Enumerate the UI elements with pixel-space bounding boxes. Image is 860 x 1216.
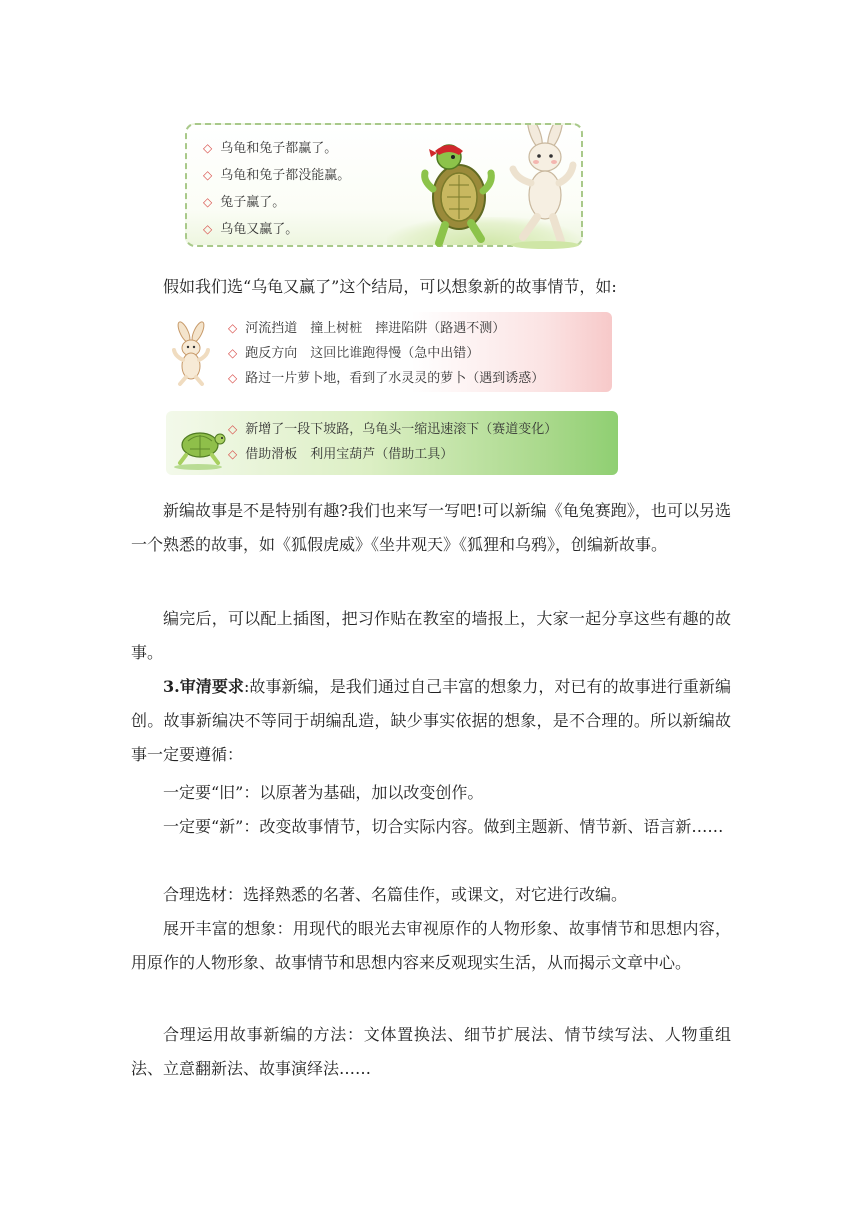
diamond-bullet-icon: ◇	[203, 168, 213, 182]
paragraph-old: 一定要“旧”：以原著为基础，加以改变创作。	[163, 783, 484, 802]
endings-list	[203, 135, 350, 243]
ending-item: ◇ 乌龟又赢了。	[203, 222, 299, 237]
ending-item: ◇ 乌龟和兔子都没能赢。	[203, 168, 351, 183]
paragraph-share: 编完后，可以配上插图，把习作贴在教室的墙报上，大家一起分享这些有趣的故事。	[131, 609, 731, 662]
diamond-bullet-icon: ◇	[203, 141, 213, 155]
diamond-bullet-icon: ◇	[228, 422, 238, 436]
plot-item: ◇ 河流挡道 撞上树桩 摔进陷阱（路遇不测）	[228, 321, 506, 336]
plot-item: ◇ 跑反方向 这回比谁跑得慢（急中出错）	[228, 346, 480, 361]
diamond-bullet-icon: ◇	[228, 346, 238, 360]
diamond-bullet-icon: ◇	[203, 222, 213, 236]
requirements-text: :故事新编，是我们通过自己丰富的想象力，对已有的故事进行重新编创。故事新编决不等同于胡编乱造，缺少事实依据的想象，是不合理的。所以新编故事一定要遵循：	[131, 677, 731, 764]
paragraph-methods: 合理运用故事新编的方法：文体置换法、细节扩展法、情节续写法、人物重组法、立意翻新法、故事演绎法……	[131, 1025, 731, 1078]
turtle-plot-box	[166, 411, 618, 475]
rabbit-plot-list	[228, 316, 544, 391]
intro-paragraph: 假如我们选“乌龟又赢了”这个结局，可以想象新的故事情节，如:	[163, 277, 617, 296]
paragraph-imagination: 展开丰富的想象：用现代的眼光去审视原作的人物形象、故事情节和思想内容，用原作的人物形象、故事情节和思想内容来反观现实生活，从而揭示文章中心。	[131, 919, 731, 972]
turtle-illustration-icon	[170, 417, 226, 471]
rabbit-plot-box	[166, 312, 612, 392]
plot-item: ◇ 借助滑板 利用宝葫芦（借助工具）	[228, 447, 454, 462]
plot-item: ◇ 路过一片萝卜地，看到了水灵灵的萝卜（遇到诱惑）	[228, 371, 545, 386]
requirements-label: 3.审清要求	[163, 677, 244, 696]
diamond-bullet-icon: ◇	[228, 321, 238, 335]
plot-item: ◇ 新增了一段下坡路，乌龟头一缩迅速滚下（赛道变化）	[228, 422, 558, 437]
ending-item: ◇ 兔子赢了。	[203, 195, 286, 210]
ending-item: ◇ 乌龟和兔子都赢了。	[203, 141, 338, 156]
diamond-bullet-icon: ◇	[228, 447, 238, 461]
paragraph-material: 合理选材：选择熟悉的名著、名篇佳作，或课文，对它进行改编。	[163, 885, 628, 904]
paragraph-new-story: 新编故事是不是特别有趣?我们也来写一写吧!可以新编《龟兔赛跑》，也可以另选一个熟悉的故事，如《狐假虎威》《坐井观天》《狐狸和乌鸦》，创编新故事。	[131, 501, 731, 554]
diamond-bullet-icon: ◇	[228, 371, 238, 385]
paragraph-new: 一定要“新”：改变故事情节，切合实际内容。做到主题新、情节新、语言新……	[163, 817, 724, 836]
paragraph-requirements	[131, 670, 731, 772]
endings-box	[185, 123, 583, 247]
rabbit-illustration-icon	[170, 320, 212, 386]
diamond-bullet-icon: ◇	[203, 195, 213, 209]
turtle-and-rabbit-illustration-icon	[409, 125, 581, 249]
turtle-plot-list	[228, 417, 557, 467]
